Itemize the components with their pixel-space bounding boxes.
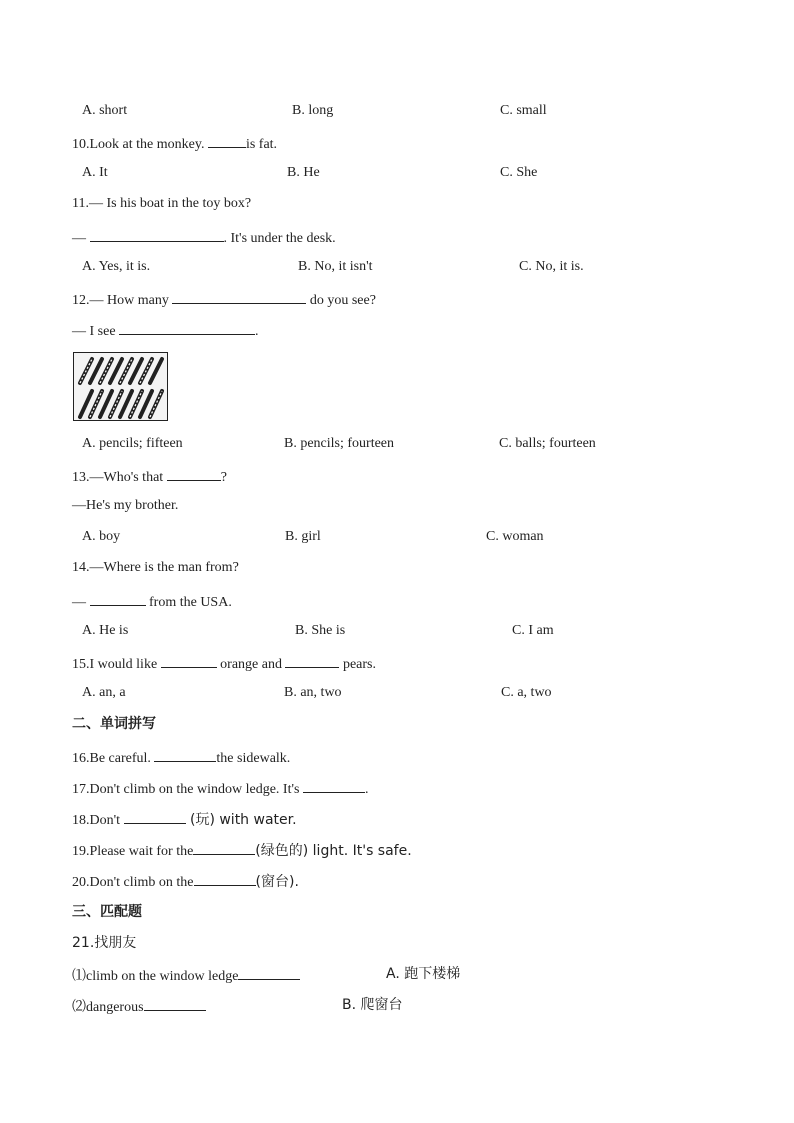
answer-blank[interactable] [172,289,306,304]
question-12: 12.— How many do you see? [72,289,376,310]
q14-option-c: C. I am [512,623,554,638]
answer-blank[interactable] [167,466,221,481]
answer-blank[interactable] [90,227,224,242]
question-14: 14.—Where is the man from? [72,560,239,575]
question-21-title: 21.找朋友 [72,935,137,951]
match-left-1: ⑴climb on the window ledge [72,965,300,986]
pencils-icon [74,353,168,421]
question-15: 15.I would like orange and pears. [72,653,376,674]
answer-blank[interactable] [161,653,217,668]
answer-blank[interactable] [208,133,246,148]
question-16: 16.Be careful. the sidewalk. [72,747,290,768]
q13-option-a: A. boy [82,529,121,544]
q11-option-c: C. No, it is. [519,259,584,274]
answer-blank[interactable] [144,996,206,1011]
q13-option-b: B. girl [285,529,321,544]
q11-option-b: B. No, it isn't [298,259,373,274]
answer-blank[interactable] [193,840,255,855]
question-17: 17.Don't climb on the window ledge. It's . [72,778,368,799]
section-3-heading: 三、匹配题 [72,904,142,920]
q12-option-b: B. pencils; fourteen [284,436,395,451]
question-19: 19.Please wait for the (绿色的) light. It's safe. [72,840,412,861]
answer-blank[interactable] [285,653,339,668]
question-11: 11.— Is his boat in the toy box? [72,196,252,211]
q10-option-c: C. She [500,165,538,180]
question-10: 10.Look at the monkey. is fat. [72,133,277,154]
match-left-2: ⑵dangerous [72,996,206,1017]
q10-option-a: A. It [82,165,108,180]
question-13-reply: —He's my brother. [72,498,179,513]
q9-option-a: A. short [82,103,128,118]
match-right-b: B. 爬窗台 [342,997,403,1013]
q12-option-c: C. balls; fourteen [499,436,596,451]
q10-option-b: B. He [287,165,320,180]
answer-blank[interactable] [119,320,255,335]
q14-option-a: A. He is [82,623,129,638]
q11-option-a: A. Yes, it is. [82,259,151,274]
question-13: 13.—Who's that ? [72,466,227,487]
question-12-reply: — I see . [72,320,259,341]
q15-option-c: C. a, two [501,685,552,700]
question-20: 20.Don't climb on the (窗台). [72,871,299,892]
answer-blank[interactable] [154,747,216,762]
match-right-a: A. 跑下楼梯 [386,966,461,982]
section-2-heading: 二、单词拼写 [72,716,156,732]
q9-option-c: C. small [500,103,547,118]
q12-option-a: A. pencils; fifteen [82,436,183,451]
question-14-reply: — from the USA. [72,591,232,612]
answer-blank[interactable] [124,809,186,824]
question-18: 18.Don't (玩) with water. [72,809,297,830]
answer-blank[interactable] [303,778,365,793]
answer-blank[interactable] [194,871,256,886]
pencils-image [73,352,168,421]
question-11-reply: — . It's under the desk. [72,227,336,248]
answer-blank[interactable] [90,591,146,606]
q14-option-b: B. She is [295,623,346,638]
q9-option-b: B. long [292,103,334,118]
q15-option-a: A. an, a [82,685,126,700]
q13-option-c: C. woman [486,529,544,544]
q15-option-b: B. an, two [284,685,342,700]
answer-blank[interactable] [238,965,300,980]
